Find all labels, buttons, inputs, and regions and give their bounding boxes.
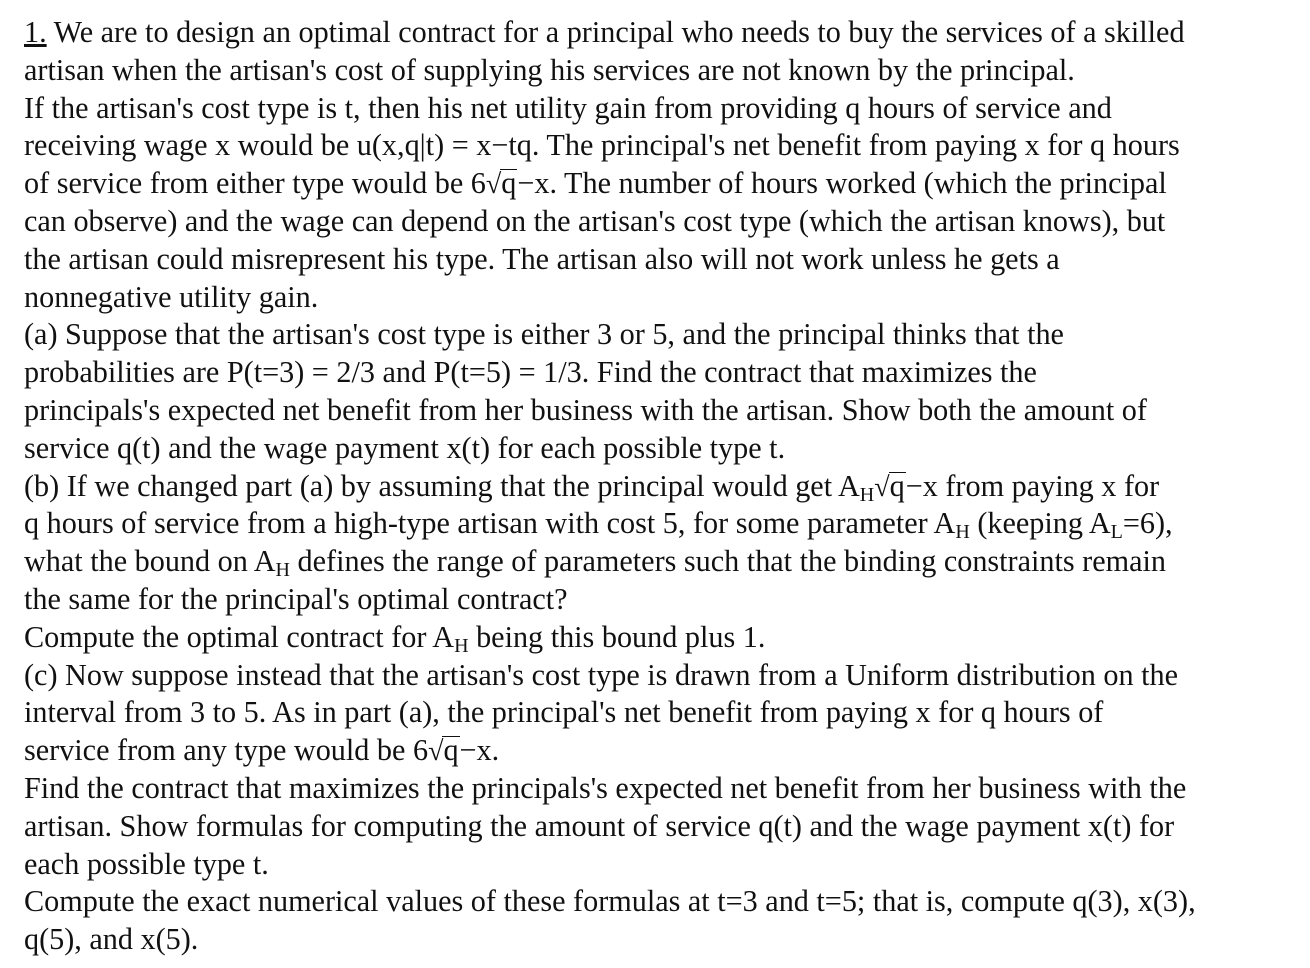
text-line: 1. We are to design an optimal contract for a principal who needs to buy the services of a skilled [24,15,1185,49]
part-b-line: what the bound on $A_H$ defines the range of parameters such that the binding constraints remain [24,544,1166,582]
text-line: nonnegative utility gain. [24,279,319,314]
part-c-line: (c) Now suppose instead that the artisan's cost type is drawn from a Uniform distribution on the [24,657,1179,692]
text-line: artisan when the artisan's cost of supplying his services are not known by the principal. [24,52,1075,87]
part-b-line: the same for the principal's optimal contract? [24,581,568,616]
problem-number: 1. [24,15,47,49]
part-b-line: (b) If we changed part (a) by assuming that the principal would get $A_H√q-x$ from paying x for [24,468,1160,506]
text-line: If the artisan's cost type is t, then his net utility gain from providing q hours of service and [24,90,1112,125]
part-c-line: q(5), and x(5). [24,922,199,957]
text-line: of service from either type would be 6√q−x. The number of hours worked (which the principal [24,165,1294,203]
benefit-formula: 6√q−x [471,166,550,200]
part-c-line: service from any type would be 6√q−x. [24,732,1294,770]
text-line: receiving wage x would be u(x,q|t) = x−tq. The principal's net benefit from paying x for q hours [24,128,1180,163]
text-line: can observe) and the wage can depend on the artisan's cost type (which the artisan knows), but [24,203,1166,238]
part-a-line: probabilities are P(t=3) = 2/3 and P(t=5) = 1/3. Find the contract that maximizes the [24,355,1037,390]
part-c-line: Find the contract that maximizes the principals's expected net benefit from her business with the [24,770,1187,805]
part-b-line: Compute the optimal contract for $A_H$ being this bound plus 1. [24,619,766,657]
sqrt-icon: √ [485,169,502,201]
part-c-line: interval from 3 to 5. As in part (a), the principal's net benefit from paying x for q hours of [24,695,1104,730]
text-line: the artisan could misrepresent his type. The artisan also will not work unless he gets a [24,241,1060,276]
part-a-line: principals's expected net benefit from her business with the artisan. Show both the amount of [24,392,1147,427]
part-b-line: q hours of service from a high-type artisan with cost 5, for some parameter $A_H$ (keeping $A_L=6$), [24,506,1173,544]
part-c-line: artisan. Show formulas for computing the amount of service q(t) and the wage payment x(t) for [24,808,1175,843]
part-c-line: Compute the exact numerical values of these formulas at t=3 and t=5; that is, compute q(3), x(3), [24,884,1196,919]
sqrt-icon: √ [874,471,890,503]
sqrt-icon: √ [428,736,444,768]
part-a-line: service q(t) and the wage payment x(t) for each possible type t. [24,430,786,465]
problem-text [24,14,1294,959]
part-a-line: (a) Suppose that the artisan's cost type is either 3 or 5, and the principal thinks that the [24,317,1064,352]
part-c-line: each possible type t. [24,846,269,881]
